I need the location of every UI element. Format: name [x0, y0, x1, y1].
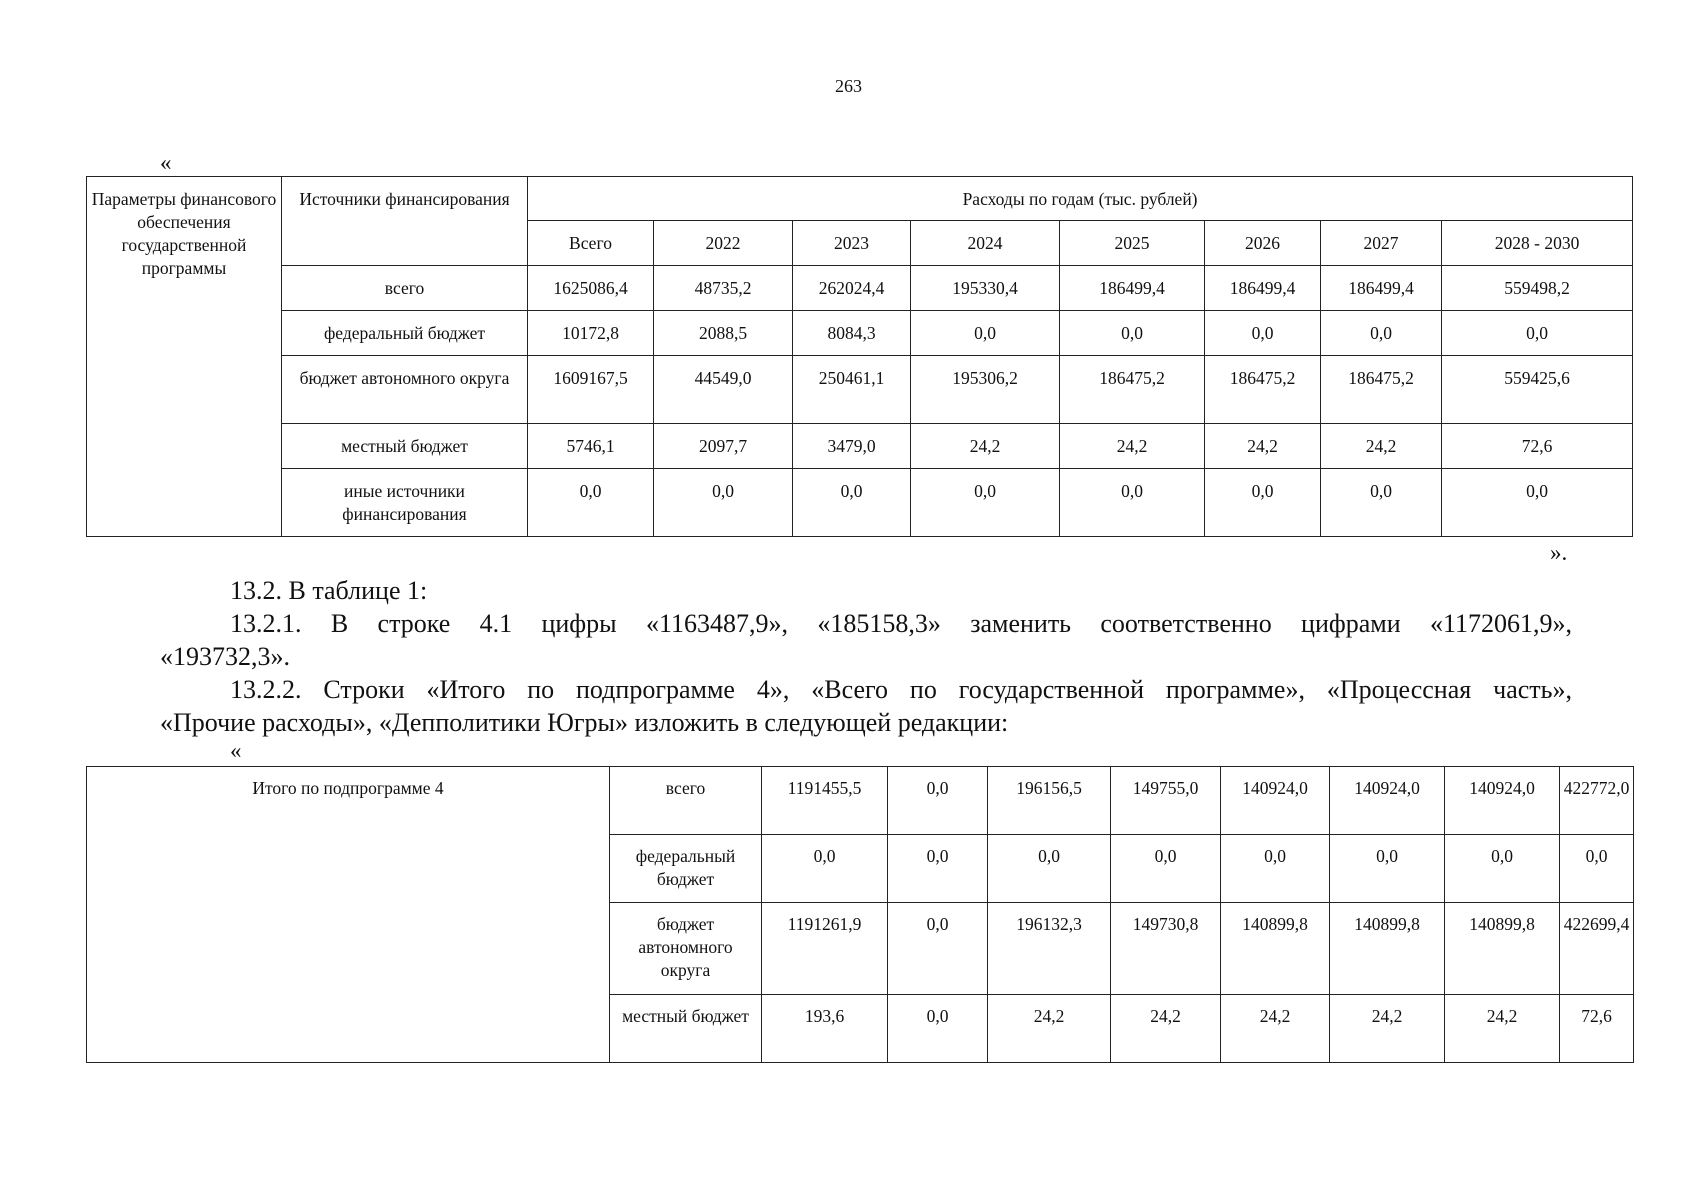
paragraph-13-2: 13.2. В таблице 1:: [230, 576, 428, 605]
table-cell: 0,0: [762, 835, 888, 903]
table-cell: 186475,2: [1205, 356, 1321, 424]
row-label: иные источники финансирования: [282, 469, 528, 537]
table-cell: 186475,2: [1060, 356, 1205, 424]
opening-quote-mark: «: [160, 150, 172, 175]
table-cell: 140899,8: [1330, 903, 1445, 995]
table-cell: 24,2: [1060, 424, 1205, 469]
table-cell: 24,2: [1330, 995, 1445, 1063]
table-cell: 0,0: [1330, 835, 1445, 903]
table-cell: 1609167,5: [528, 356, 654, 424]
column-header: 2028 - 2030: [1442, 221, 1633, 266]
table-cell: 2088,5: [654, 311, 793, 356]
table-cell: 24,2: [1221, 995, 1330, 1063]
table-cell: 1191455,5: [762, 767, 888, 835]
table-cell: 195306,2: [911, 356, 1060, 424]
table-cell: 140924,0: [1221, 767, 1330, 835]
table-cell: 186499,4: [1321, 266, 1442, 311]
closing-quote-mark: ».: [1550, 540, 1568, 565]
table-cell: 0,0: [888, 835, 988, 903]
table-cell: 0,0: [1445, 835, 1560, 903]
column-header: 2026: [1205, 221, 1321, 266]
table-cell: 2097,7: [654, 424, 793, 469]
table-row: [87, 356, 1633, 424]
table-cell: 24,2: [1445, 995, 1560, 1063]
financing-parameters-table: [86, 176, 1633, 537]
table-cell: 5746,1: [528, 424, 654, 469]
table-cell: 250461,1: [793, 356, 911, 424]
paragraph-13-2-1-line1: 13.2.1. В строке 4.1 цифры «1163487,9», «185158,3» заменить соответственно цифрами «1172061,9»,: [230, 609, 1572, 638]
table-cell: 0,0: [793, 469, 911, 537]
table-cell: 0,0: [888, 903, 988, 995]
table-cell: 24,2: [1321, 424, 1442, 469]
page-number: 263: [835, 76, 862, 96]
table-cell: 0,0: [1060, 311, 1205, 356]
table-cell: 186499,4: [1060, 266, 1205, 311]
table-cell: 140924,0: [1445, 767, 1560, 835]
table-cell: 0,0: [1111, 835, 1221, 903]
column-header: 2025: [1060, 221, 1205, 266]
row-label: федеральный бюджет: [282, 311, 528, 356]
table-cell: 24,2: [1111, 995, 1221, 1063]
table-row: [87, 469, 1633, 537]
table-row: [87, 266, 1633, 311]
table-cell: 0,0: [911, 469, 1060, 537]
table-cell: 0,0: [528, 469, 654, 537]
subprogram-4-table: [86, 766, 1634, 1063]
params-header-cell: Параметры финансового обеспечения государственной программы: [87, 177, 282, 537]
sources-header-cell: Источники финансирования: [282, 177, 528, 266]
table-cell: 0,0: [1205, 311, 1321, 356]
table-cell: 0,0: [1060, 469, 1205, 537]
table-cell: 140924,0: [1330, 767, 1445, 835]
table-cell: 0,0: [888, 995, 988, 1063]
column-header: 2022: [654, 221, 793, 266]
row-label: федеральный бюджет: [610, 835, 762, 903]
table-cell: 0,0: [1205, 469, 1321, 537]
table-cell: 559425,6: [1442, 356, 1633, 424]
table-cell: 72,6: [1442, 424, 1633, 469]
expenses-header-cell: Расходы по годам (тыс. рублей): [528, 177, 1633, 221]
paragraph-13-2-2-line2: «Прочие расходы», «Депполитики Югры» изложить в следующей редакции:: [160, 708, 1009, 737]
table-cell: 0,0: [1321, 469, 1442, 537]
table-cell: 422699,4: [1560, 903, 1634, 995]
table-row: [87, 311, 1633, 356]
row-label: местный бюджет: [610, 995, 762, 1063]
subprogram-title-cell: Итого по подпрограмме 4: [87, 767, 610, 1063]
table-cell: 186499,4: [1205, 266, 1321, 311]
table-cell: 44549,0: [654, 356, 793, 424]
opening-quote-mark-2: «: [230, 738, 242, 763]
column-header: 2024: [911, 221, 1060, 266]
table-cell: 0,0: [1221, 835, 1330, 903]
table-cell: 0,0: [888, 767, 988, 835]
table-cell: 193,6: [762, 995, 888, 1063]
row-label: местный бюджет: [282, 424, 528, 469]
table-cell: 196132,3: [988, 903, 1111, 995]
table-row: [87, 767, 1634, 835]
table-cell: 422772,0: [1560, 767, 1634, 835]
paragraph-13-2-1-line2: «193732,3».: [160, 642, 290, 671]
row-label: всего: [610, 767, 762, 835]
row-label: бюджет автономного округа: [610, 903, 762, 995]
column-header: Всего: [528, 221, 654, 266]
table-cell: 1191261,9: [762, 903, 888, 995]
table-cell: 149755,0: [1111, 767, 1221, 835]
table-cell: 140899,8: [1445, 903, 1560, 995]
table-cell: 24,2: [1205, 424, 1321, 469]
table-cell: 262024,4: [793, 266, 911, 311]
table-cell: 559498,2: [1442, 266, 1633, 311]
table-cell: 1625086,4: [528, 266, 654, 311]
table-cell: 24,2: [911, 424, 1060, 469]
table-cell: 0,0: [1321, 311, 1442, 356]
paragraph-13-2-2-line1: 13.2.2. Строки «Итого по подпрограмме 4», «Всего по государственной программе», «Процессная часть»,: [230, 675, 1572, 704]
column-header: 2027: [1321, 221, 1442, 266]
column-header: 2023: [793, 221, 911, 266]
table-cell: 0,0: [1442, 311, 1633, 356]
table-cell: 0,0: [1560, 835, 1634, 903]
table-cell: 10172,8: [528, 311, 654, 356]
row-label: бюджет автономного округа: [282, 356, 528, 424]
table-cell: 0,0: [1442, 469, 1633, 537]
table-cell: 3479,0: [793, 424, 911, 469]
table-cell: 8084,3: [793, 311, 911, 356]
row-label: всего: [282, 266, 528, 311]
table-row: [87, 424, 1633, 469]
table-cell: 140899,8: [1221, 903, 1330, 995]
table-cell: 196156,5: [988, 767, 1111, 835]
table-cell: 0,0: [988, 835, 1111, 903]
table-cell: 186475,2: [1321, 356, 1442, 424]
table-cell: 195330,4: [911, 266, 1060, 311]
table-cell: 48735,2: [654, 266, 793, 311]
table-cell: 72,6: [1560, 995, 1634, 1063]
table-cell: 0,0: [654, 469, 793, 537]
table-cell: 149730,8: [1111, 903, 1221, 995]
table-cell: 24,2: [988, 995, 1111, 1063]
table-cell: 0,0: [911, 311, 1060, 356]
